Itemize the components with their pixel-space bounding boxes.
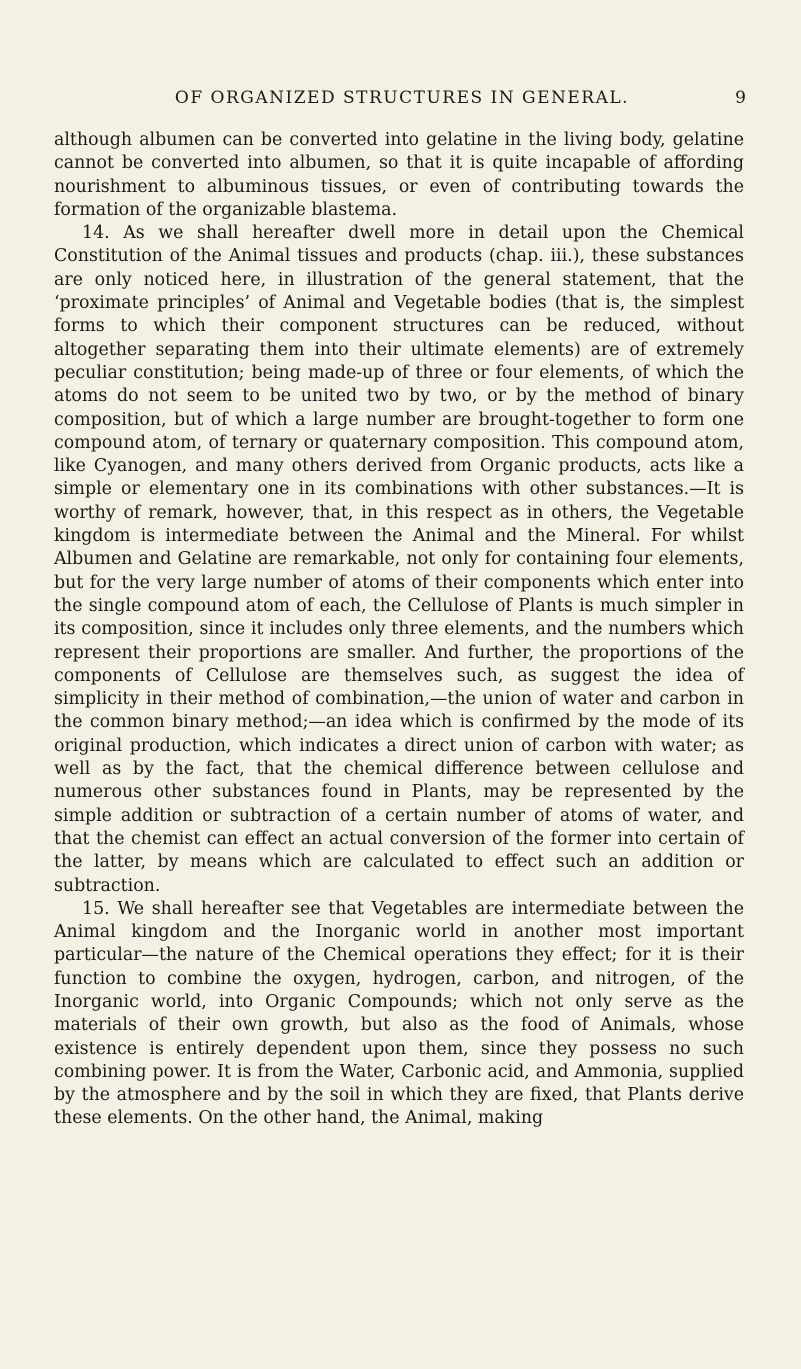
page-header [118, 88, 746, 112]
paragraph-number: 15. [82, 898, 110, 919]
paragraph-text: We shall hereafter see that Vegetables are intermediate between the Animal kingdom and the Inorganic world in another most important particular—the nature of the Chemical operations they effect; for it is their function to combine the oxygen, hydrogen, carbon, and nitrogen, of the Inorganic world, into Organic Compounds; which not only serve as the materials of their own growth, but also as the food of Animals, whose existence is entirely dependent upon them, since they possess no such combining power. It is from the Water, Carbonic acid, and Ammonia, supplied by the atmosphere and by the soil in which they are fixed, that Plants derive these elements. On the other hand, the Animal, making [54, 898, 744, 1129]
page-number: 9 [735, 88, 746, 108]
paragraph-text: although albumen can be converted into gelatine in the living body, gelatine cannot be converted into albumen, so that it is quite incapable of affording nourishment to albuminous tissues, or even of contributing towards the formation of the organizable blastema. [54, 130, 744, 220]
running-title: OF ORGANIZED STRUCTURES IN GENERAL. [174, 88, 630, 108]
paragraph-text: As we shall hereafter dwell more in detail upon the Chemical Constitution of the Animal tissues and products (chap. iii.), these substances are only noticed here, in illustration of the general statement, that the ‘proximate principles’ of Animal and Vegetable bodies (that is, the simplest forms to which their component structures can be reduced, without altogether separating them into their ultimate elements) are of extremely peculiar constitution; being made-up of three or four elements, of which the atoms do not seem to be united two by two, or by the method of binary composition, but of which a large number are brought-together to form one compound atom, of ternary or quaternary composition. This compound atom, like Cyanogen, and many others derived from Organic products, acts like a simple or elementary one in its combinations with other substances.—It is worthy of remark, however, that, in this respect as in others, the Vegetable kingdom is intermediate between the Animal and the Mineral. For whilst Albumen and Gelatine are remarkable, not only for containing four elements, but for the very large number of atoms of their components which enter into the single compound atom of each, the Cellulose of Plants is much simpler in its composition, since it includes only three elements, and the numbers which represent their proportions are smaller. And further, the proportions of the components of Cellulose are themselves such, as suggest the idea of simplicity in their method of combination,—the union of water and carbon in the common binary method;—an idea which is confirmed by the mode of its original production, which indicates a direct union of carbon with water; as well as by the fact, that the chemical difference between cellulose and numerous other substances found in Plants, may be represented by the simple addition or subtraction of a certain number of atoms of water, and that the chemist can effect an actual conversion of the former into certain of the latter, by means which are calculated to effect such an addition or subtraction. [54, 223, 744, 896]
body-text [54, 129, 744, 1131]
paragraph-continuation [54, 129, 744, 222]
paragraph-number: 14. [82, 223, 110, 244]
paragraph-15 [54, 898, 744, 1131]
paragraph-14 [54, 222, 744, 898]
